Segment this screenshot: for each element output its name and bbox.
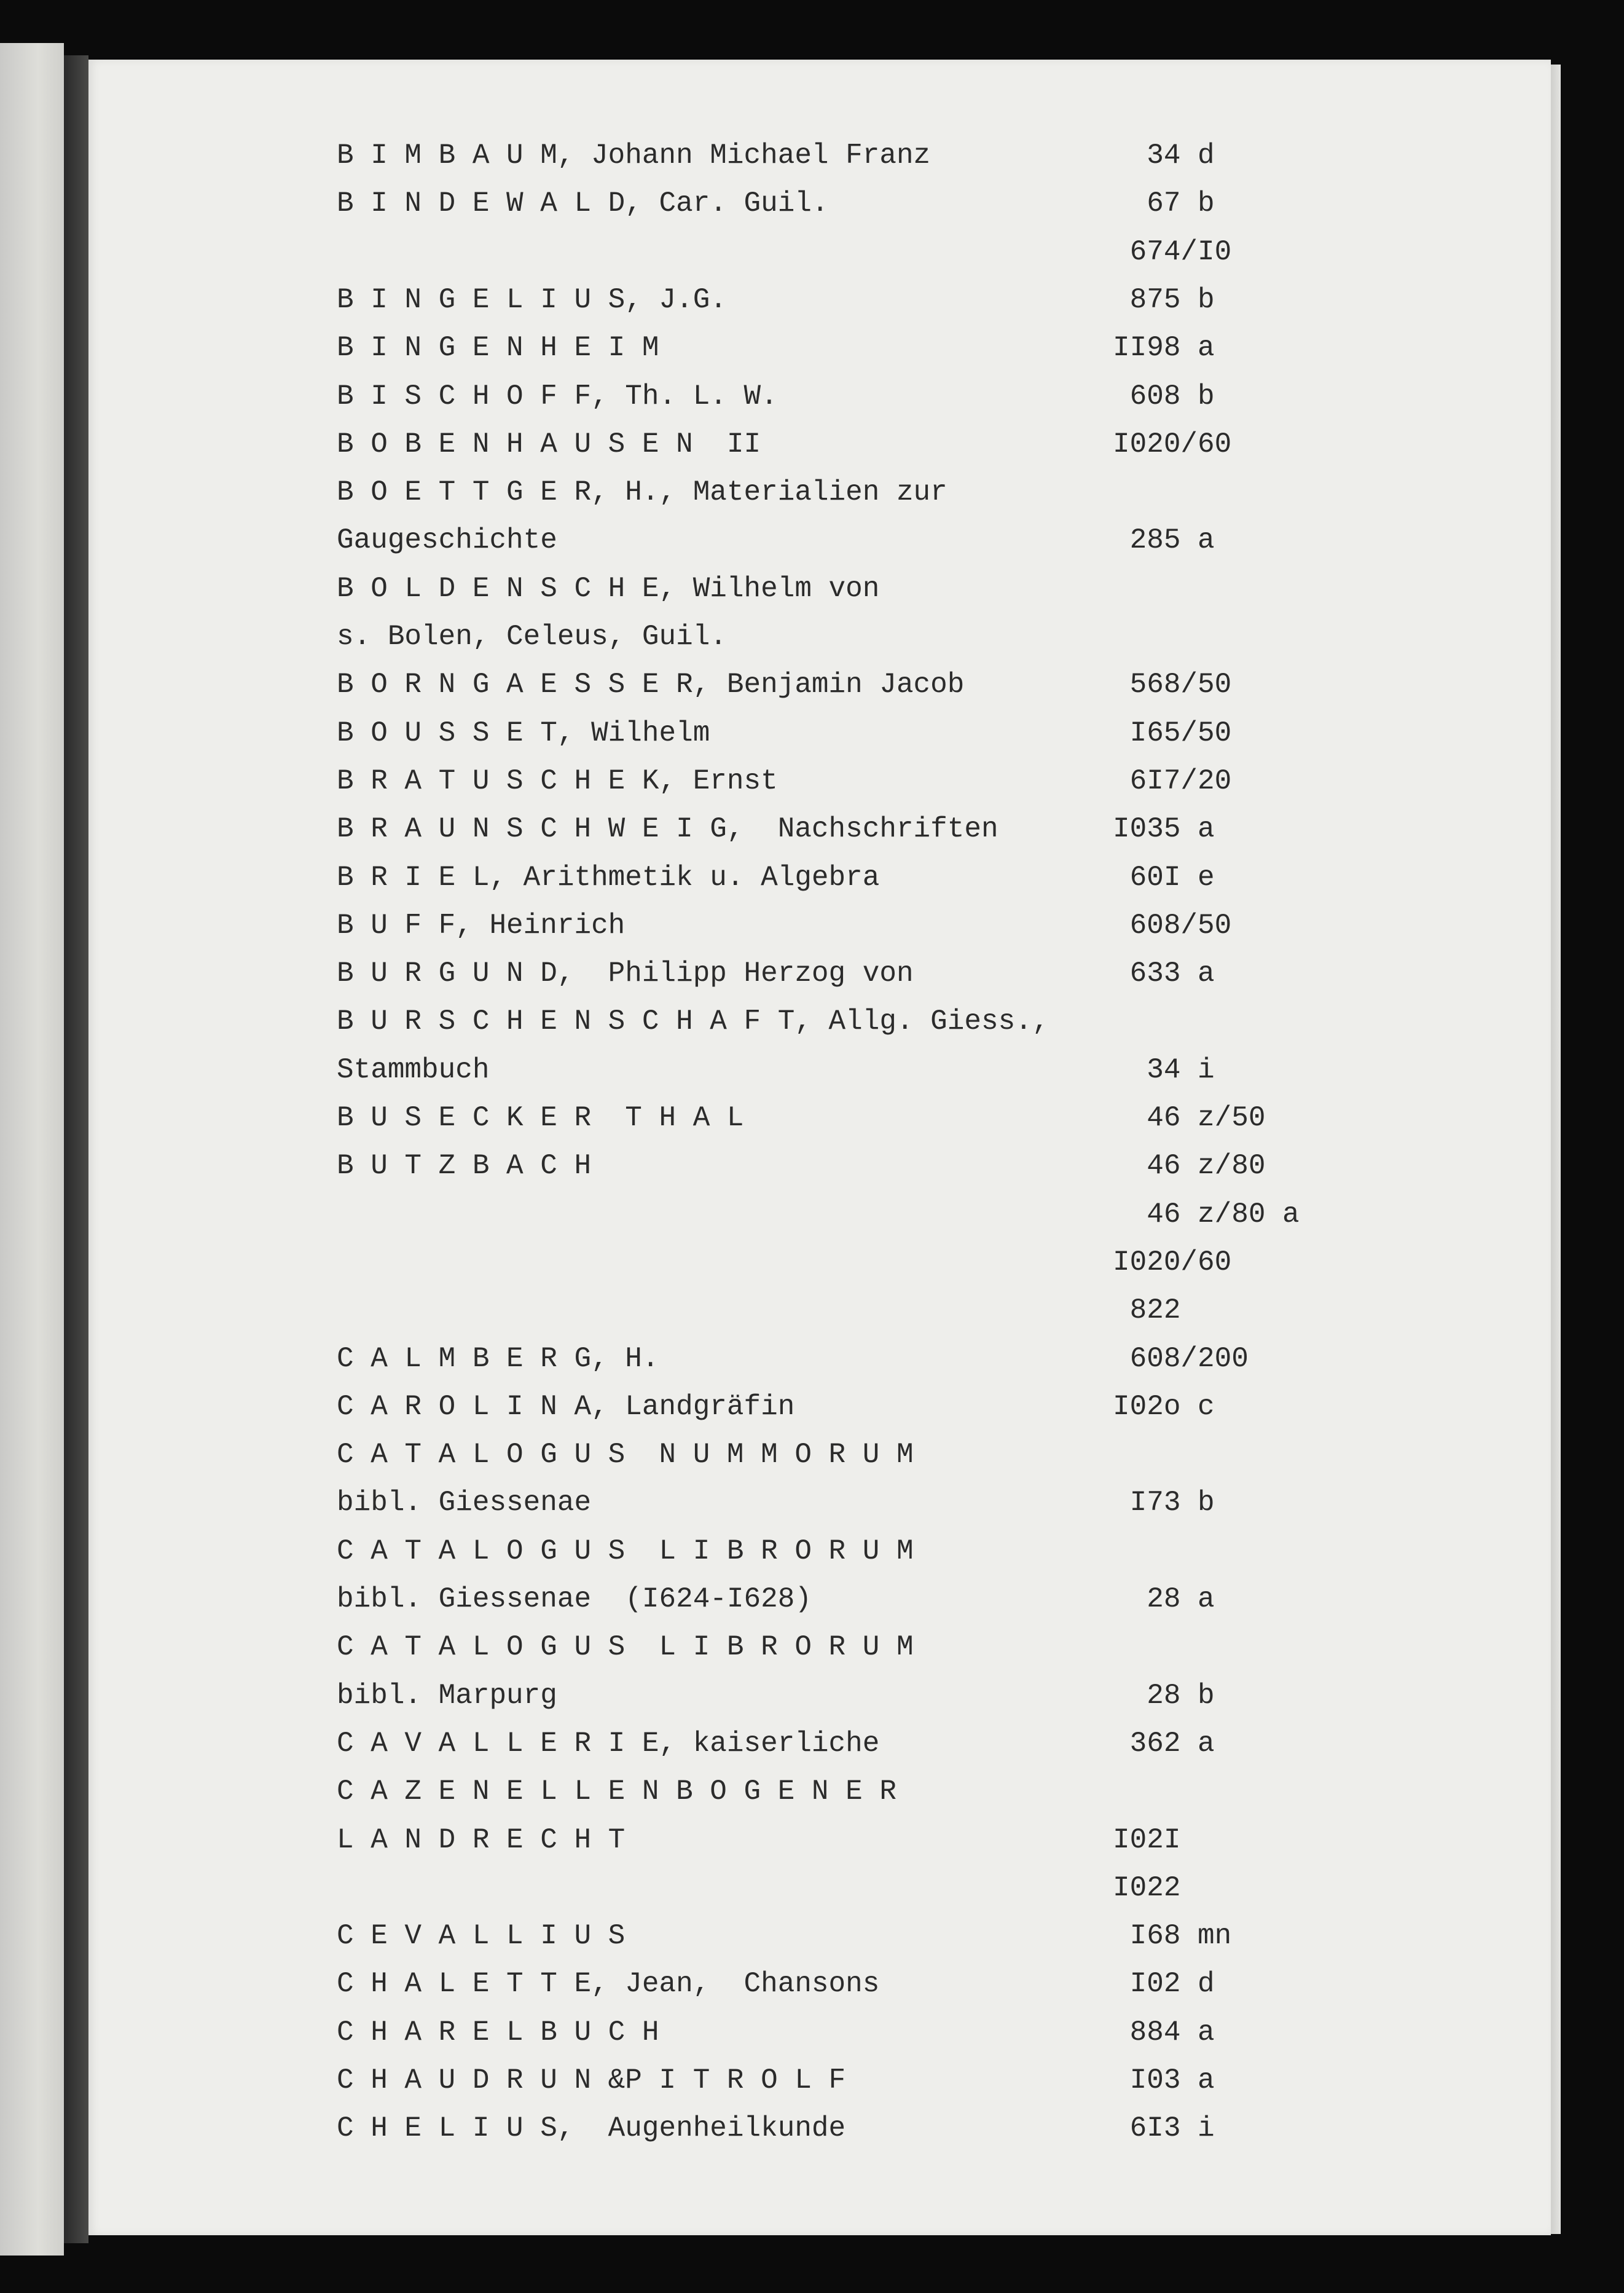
page-edge xyxy=(1551,65,1561,2234)
entry-name: B R A U N S C H W E I G, Nachschriften xyxy=(337,813,998,846)
index-entry xyxy=(88,1768,1551,1815)
entry-reference: I020/60 xyxy=(1113,1246,1232,1278)
index-entry xyxy=(88,1527,1551,1575)
index-entry xyxy=(88,1094,1551,1142)
entry-reference: I02 d xyxy=(1113,1968,1215,2000)
entry-name: B O L D E N S C H E, Wilhelm von xyxy=(337,572,880,605)
entry-reference: 362 a xyxy=(1113,1727,1215,1760)
index-entry xyxy=(88,2056,1551,2104)
entry-name: C E V A L L I U S xyxy=(337,1920,626,1953)
entry-reference: 34 d xyxy=(1113,140,1215,171)
entry-reference: 884 a xyxy=(1113,2016,1215,2048)
entry-reference: 46 z/80 a xyxy=(1113,1198,1300,1230)
entry-reference: I035 a xyxy=(1113,813,1215,846)
index-entry xyxy=(88,2104,1551,2152)
index-entry xyxy=(88,1720,1551,1768)
entry-name: B R A T U S C H E K, Ernst xyxy=(337,765,778,797)
index-entry xyxy=(88,950,1551,997)
index-entry xyxy=(88,1864,1551,1912)
entry-name: C H A U D R U N &P I T R O L F xyxy=(337,2064,846,2096)
index-entry xyxy=(88,1383,1551,1431)
entry-name: Gaugeschichte xyxy=(337,524,557,557)
entry-reference: 568/50 xyxy=(1113,669,1232,701)
entry-name: Stammbuch xyxy=(337,1053,490,1086)
entry-name: B R I E L, Arithmetik u. Algebra xyxy=(337,861,880,894)
entry-reference: I65/50 xyxy=(1113,717,1232,749)
index-entry xyxy=(88,854,1551,902)
index-entry xyxy=(88,613,1551,661)
index-entry xyxy=(88,132,1551,179)
index-entry xyxy=(88,1623,1551,1671)
index-entry xyxy=(88,372,1551,420)
index-entry xyxy=(88,420,1551,468)
entry-reference: 46 z/80 xyxy=(1113,1150,1266,1182)
entry-name: B I M B A U M, Johann Michael Franz xyxy=(337,140,931,171)
entry-reference: I73 b xyxy=(1113,1487,1215,1519)
index-entry xyxy=(88,1335,1551,1383)
index-entry xyxy=(88,276,1551,324)
entry-name: B O U S S E T, Wilhelm xyxy=(337,717,710,749)
entry-name: B I N G E L I U S, J.G. xyxy=(337,283,727,316)
entry-name: B I N D E W A L D, Car. Guil. xyxy=(337,187,829,220)
index-entry xyxy=(88,179,1551,227)
entry-name: C H A R E L B U C H xyxy=(337,2016,659,2048)
entry-name: C A R O L I N A, Landgräfin xyxy=(337,1390,795,1423)
entry-name: B O R N G A E S S E R, Benjamin Jacob xyxy=(337,669,965,701)
entry-reference: 28 b xyxy=(1113,1679,1215,1712)
entry-name: B I S C H O F F, Th. L. W. xyxy=(337,380,778,412)
index-entry xyxy=(88,997,1551,1045)
entry-name: C A V A L L E R I E, kaiserliche xyxy=(337,1727,880,1760)
entry-name: B U F F, Heinrich xyxy=(337,909,626,942)
index-entry xyxy=(88,2008,1551,2056)
index-entry xyxy=(88,902,1551,950)
left-page-margin xyxy=(0,43,64,2256)
entry-name: s. Bolen, Celeus, Guil. xyxy=(337,621,727,653)
entry-name: C A Z E N E L L E N B O G E N E R xyxy=(337,1776,896,1808)
book-gutter xyxy=(64,55,88,2243)
entry-name: B I N G E N H E I M xyxy=(337,332,659,364)
entry-reference: 6I3 i xyxy=(1113,2112,1215,2145)
entry-reference: 822 xyxy=(1113,1294,1181,1327)
entry-reference: 674/I0 xyxy=(1113,235,1232,268)
entry-name: C A T A L O G U S N U M M O R U M xyxy=(337,1439,914,1471)
entry-reference: I02I xyxy=(1113,1823,1181,1856)
entry-reference: I022 xyxy=(1113,1871,1181,1904)
index-entry xyxy=(88,1431,1551,1479)
entry-name: bibl. Giessenae (I624-I628) xyxy=(337,1583,812,1615)
entry-reference: 6I7/20 xyxy=(1113,765,1232,797)
index-entry xyxy=(88,709,1551,757)
index-entry xyxy=(88,1672,1551,1720)
index-entry xyxy=(88,805,1551,853)
index-entry xyxy=(88,468,1551,516)
index-entries xyxy=(88,60,1551,2235)
index-entry xyxy=(88,757,1551,805)
entry-reference: 608 b xyxy=(1113,380,1215,412)
entry-name: bibl. Marpurg xyxy=(337,1679,557,1712)
entry-reference: 608/50 xyxy=(1113,909,1232,942)
entry-name: C A T A L O G U S L I B R O R U M xyxy=(337,1535,914,1567)
entry-reference: 875 b xyxy=(1113,283,1215,316)
entry-name: L A N D R E C H T xyxy=(337,1823,626,1856)
index-entry xyxy=(88,1960,1551,2008)
entry-reference: 46 z/50 xyxy=(1113,1102,1266,1134)
entry-name: bibl. Giessenae xyxy=(337,1487,592,1519)
index-entry xyxy=(88,228,1551,276)
index-entry xyxy=(88,565,1551,613)
entry-reference: I03 a xyxy=(1113,2064,1215,2096)
entry-name: C A L M B E R G, H. xyxy=(337,1342,659,1375)
index-entry xyxy=(88,1238,1551,1286)
index-entry xyxy=(88,661,1551,709)
entry-reference: 34 i xyxy=(1113,1053,1215,1086)
entry-reference: 67 b xyxy=(1113,187,1215,220)
index-entry xyxy=(88,1286,1551,1334)
index-entry xyxy=(88,1816,1551,1864)
entry-reference: I020/60 xyxy=(1113,428,1232,460)
entry-reference: I68 mn xyxy=(1113,1920,1232,1953)
entry-name: C A T A L O G U S L I B R O R U M xyxy=(337,1631,914,1664)
entry-name: B U R G U N D, Philipp Herzog von xyxy=(337,958,914,990)
entry-name: B O E T T G E R, H., Materialien zur xyxy=(337,476,947,509)
index-page xyxy=(88,60,1551,2235)
index-entry xyxy=(88,1912,1551,1960)
entry-name: B U T Z B A C H xyxy=(337,1150,592,1182)
index-entry xyxy=(88,1142,1551,1190)
entry-reference: 285 a xyxy=(1113,524,1215,557)
entry-name: C H E L I U S, Augenheilkunde xyxy=(337,2112,846,2145)
entry-reference: 60I e xyxy=(1113,861,1215,894)
entry-name: C H A L E T T E, Jean, Chansons xyxy=(337,1968,880,2000)
entry-name: B U R S C H E N S C H A F T, Allg. Giess., xyxy=(337,1005,1049,1038)
index-entry xyxy=(88,1479,1551,1527)
index-entry xyxy=(88,1046,1551,1094)
index-entry xyxy=(88,1575,1551,1623)
entry-reference: II98 a xyxy=(1113,332,1215,364)
index-entry xyxy=(88,1190,1551,1238)
entry-name: B U S E C K E R T H A L xyxy=(337,1102,744,1134)
index-entry xyxy=(88,324,1551,372)
entry-reference: 633 a xyxy=(1113,958,1215,990)
entry-reference: 608/200 xyxy=(1113,1342,1249,1375)
index-entry xyxy=(88,516,1551,564)
entry-name: B O B E N H A U S E N II xyxy=(337,428,761,460)
entry-reference: I02o c xyxy=(1113,1390,1215,1423)
entry-reference: 28 a xyxy=(1113,1583,1215,1615)
